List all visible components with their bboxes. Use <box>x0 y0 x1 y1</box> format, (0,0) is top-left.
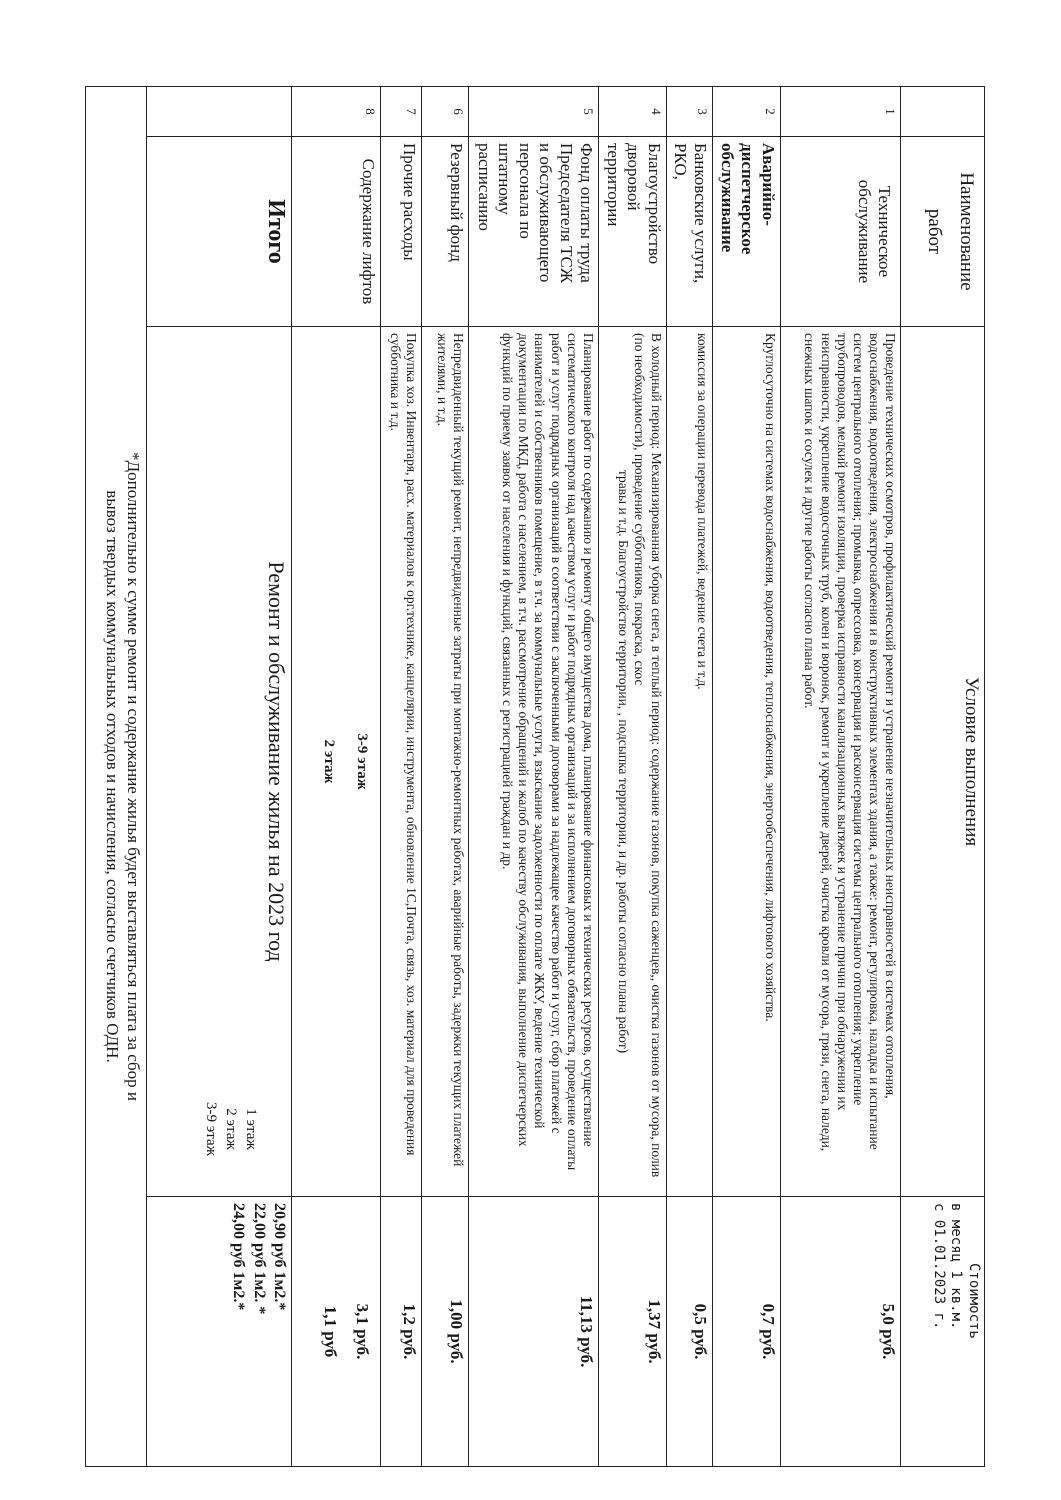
table-header-row <box>901 87 985 1467</box>
row-price: 1,2 руб. <box>381 1197 422 1467</box>
row-description: комиссия за операции перевода платежей, ведение счета и т.д. <box>666 327 713 1197</box>
row-number: 3 <box>666 87 713 137</box>
footnote-line1: *Дополнительно к сумме ремонт и содержание жилья будет выставляться плата за сбор и <box>124 452 144 1101</box>
header-name-cell <box>901 137 985 327</box>
header-name-line2: работ <box>923 208 945 255</box>
header-price-line1: Стоимость <box>966 1263 982 1339</box>
total-row <box>147 87 292 1467</box>
tariff-table <box>85 86 985 1467</box>
row-name-line: Председателя ТСЖ <box>556 143 576 284</box>
row-name: Прочие расходы <box>381 137 422 327</box>
row-name-line: территории <box>603 143 623 227</box>
row-name: Резервный фонд <box>421 137 468 327</box>
total-num-cell <box>147 87 292 137</box>
row-name-line: Фонд оплаты труда <box>576 143 596 283</box>
row-name-line: Техническое <box>875 185 895 278</box>
row-name-line: штатному <box>495 143 515 215</box>
row-name-line: обслуживание <box>718 143 738 253</box>
row-name <box>780 137 900 327</box>
rotated-document-page <box>85 86 985 1466</box>
row-name-line: и обслуживающего <box>536 143 556 283</box>
row-number: 1 <box>780 87 900 137</box>
lift-price-upper: 3,1 руб. <box>353 1303 373 1360</box>
total-floor-3: 3-9 этаж <box>202 1102 219 1156</box>
row-price: 0,5 руб. <box>666 1197 713 1467</box>
row-name <box>666 137 713 327</box>
lift-prices <box>292 1197 381 1467</box>
row-description-line: В холодный период: Механизированная уборка снега, в теплый период: содержание газонов, покупка саженцев,, очистка газонов от мусора, полив (по необходимости), проведение субботников, покраска, скос <box>632 333 664 1178</box>
row-description: Покупка хоз. Инвентаря, расх. материалов к орг.технике, канцелярии, инструмента, обновление 1С,Почта, связь, хоз. материал для проведения субботника и т.д. <box>381 327 422 1197</box>
table-row <box>713 87 781 1467</box>
row-name-line: расписанию <box>475 143 494 231</box>
total-price-2: 22,00 руб 1м2. * <box>250 1203 268 1315</box>
header-name-line1: Наименование <box>956 172 977 291</box>
row-name-line: обслуживание <box>854 179 874 284</box>
row-name-line: диспетчерское <box>738 143 758 255</box>
total-price-3: 24,00 руб 1м2.* <box>229 1203 247 1311</box>
total-label: Итого <box>147 137 292 327</box>
row-name <box>713 137 781 327</box>
row-description <box>598 327 666 1197</box>
row-name: Содержание лифтов <box>292 137 381 327</box>
row-description: Круглосуточно на системах водоснабжения, водоотведения, теплоснабжения, энергообеспечения, лифтового хозяйства. <box>713 327 781 1197</box>
row-number: 5 <box>468 87 598 137</box>
table-row <box>421 87 468 1467</box>
row-name-line: Благоустройство <box>644 143 664 265</box>
footnote-line2: вывоз твердых коммунальных отходов и начисления, согласно счетчиков ОДН. <box>103 490 123 1063</box>
row-description-line: травы и т.д. Благоустройство территории, , подсыпка территории, и др. работы согласно плана работ) <box>616 469 632 1054</box>
lift-floors-upper: 3-9 этаж <box>354 733 371 790</box>
table-row <box>598 87 666 1467</box>
row-name <box>598 137 666 327</box>
table-row <box>381 87 422 1467</box>
total-prices <box>147 1197 292 1467</box>
header-num-cell <box>901 87 985 137</box>
row-name-line: Аварийно- <box>758 143 778 226</box>
header-price-cell <box>901 1197 985 1467</box>
lift-price-second: 1,1 руб <box>321 1305 341 1358</box>
table-row <box>666 87 713 1467</box>
row-price: 5,0 руб. <box>780 1197 900 1467</box>
footnote <box>86 87 147 1467</box>
row-price: 11,13 руб. <box>468 1197 598 1467</box>
row-number: 8 <box>292 87 381 137</box>
row-number: 2 <box>713 87 781 137</box>
row-name-line: дворовой <box>624 143 644 211</box>
lift-floors <box>292 327 381 1197</box>
footnote-row <box>86 87 147 1467</box>
total-description <box>147 327 292 1197</box>
total-description-text: Ремонт и обслуживание жилья на 2023 год <box>264 561 290 962</box>
row-number: 4 <box>598 87 666 137</box>
row-number: 7 <box>381 87 422 137</box>
row-name-line: Банковские услуги, <box>691 143 711 284</box>
header-price-line2: в месяц 1 кв.м. <box>948 1203 965 1330</box>
header-conditions-cell: Условие выполнения <box>901 327 985 1197</box>
total-price-1: 20,90 руб 1м2.* <box>271 1203 289 1311</box>
total-floor-1: 1 этаж <box>243 1108 260 1150</box>
row-price: 0,7 руб. <box>713 1197 781 1467</box>
row-description: Проведение технических осмотров, профилактический ремонт и устранение незначительных неисправностей в системах отопления, водоснабжения, водоотведения, электроснабжения и в конструктивных элементах здания, а также: ремонт, регулировка, наладка и испытание систем центрального отопления; промывка, опрессовка, консервация и расконсервация системы центрального отопления; укрепление трубопроводов, мелкий ремонт изоляции, проверка исправности канализационных вытяжек и устранение причин при обнаружении их неисправности, укрепление водосточных труб, колен и воронок, ремонт и укрепление дверей, очистка кровли от мусора, грязи, снега, наледи, снежных шапок и сосулек и другие работы согласно плана работ. <box>780 327 900 1197</box>
lift-floors-second: 2 этаж <box>321 739 338 784</box>
row-price: 1,37 руб. <box>598 1197 666 1467</box>
row-name <box>468 137 598 327</box>
table-row <box>780 87 900 1467</box>
total-floors <box>201 1102 262 1156</box>
table-row <box>292 87 381 1467</box>
row-description: Непредвиденный текущий ремонт, непредвиденные затраты при монтажно-ремонтных работах, аварийные работы, задержки текущих платежей жителями, и т.д. <box>421 327 468 1197</box>
header-price-line3: с 01.01.2023 г. <box>931 1203 947 1330</box>
row-price: 1,00 руб. <box>421 1197 468 1467</box>
row-number: 6 <box>421 87 468 137</box>
row-description: Планирование работ по содержанию и ремонту общего имущества дома, планирование финансовых и технических ресурсов, осуществление систематического контроля над качеством услуг и работ подрядных организаций и за исполнением договорных обязательств, проведение оплаты работ и услуг подрядных организаций в соответствии с заключенными договорами за надлежащее качество работ и услуг, сбор платежей с нанимателей и собственников помещение, в т.ч. за коммунальные услуги, взыскание задолженности по оплате ЖКУ, ведение технической документации по МКД, работа с населением, в т.ч. рассмотрение обращений и жалоб по качеству обслуживания, выполнение диспетчерских функций по приему заявок от населения и функций, связанных с регистрацией граждан и др. <box>468 327 598 1197</box>
table-row <box>468 87 598 1467</box>
row-name-line: персонала по <box>515 143 535 239</box>
total-floor-2: 2 этаж <box>223 1108 240 1150</box>
row-name-line: РКО, <box>670 143 690 180</box>
